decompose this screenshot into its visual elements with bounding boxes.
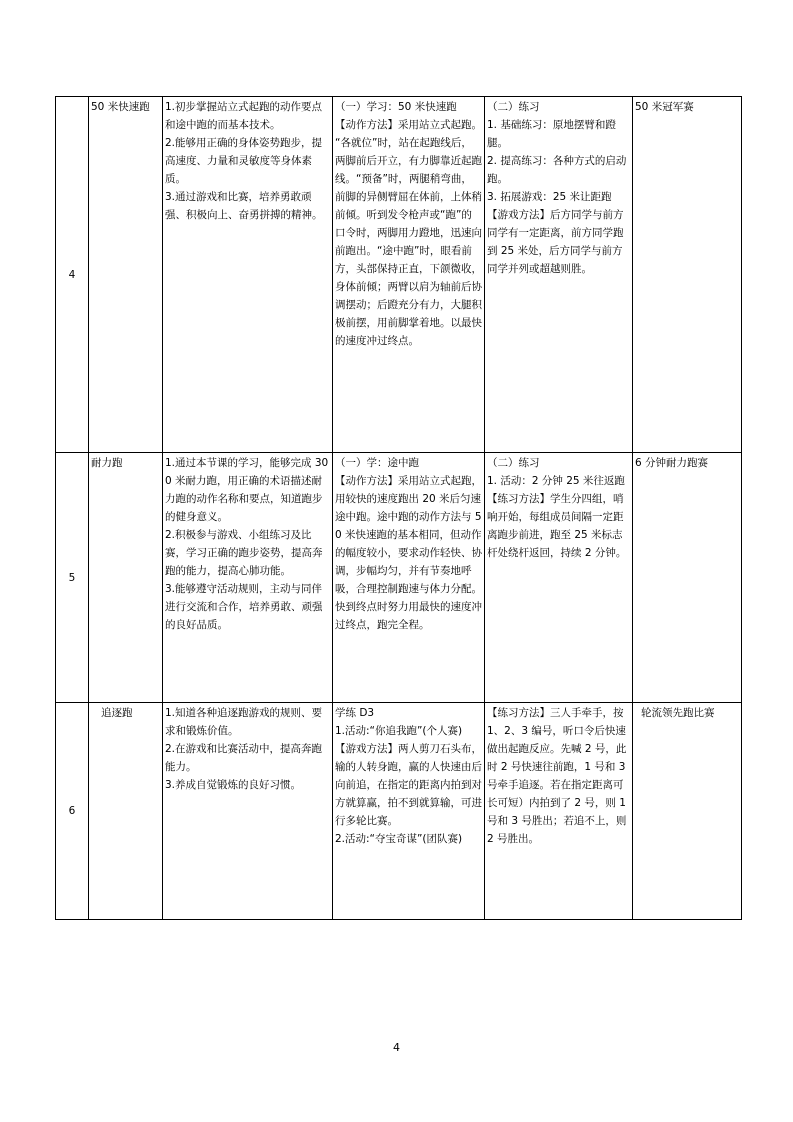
practice-item: 【练习方法】三人手牵手，按 1、2、3 编号，听口令后快速做出起跑反应。先喊 2 号，此时 2 号快速往前跑，1 号和 3 号牵手追逐。若在指定距离可长可短）内拍到了 2 号，则 1 号和 3 号胜出；若追不上，则 2 号胜出。: [487, 707, 627, 845]
objectives-cell: [163, 453, 333, 703]
practice-cell: [485, 97, 633, 453]
practice-cell: [485, 703, 633, 920]
learning-item: 【动作方法】采用站立式起跑，用较快的速度跑出 20 米后匀速途中跑。途中跑的动作方法与 50 米快速跑的基本相同，但动作的幅度较小，要求动作轻快、协调，步幅均匀，并有节奏地呼吸，合理控制跑速与体力分配。快到终点时努力用最快的速度冲过终点，跑完全程。: [335, 475, 482, 631]
objective-item: 1.初步掌握站立式起跑的动作要点和途中跑的而基本技术。: [165, 101, 323, 131]
objective-item: 2.能够用正确的身体姿势跑步，提高速度、力量和灵敏度等身体素质。: [165, 137, 323, 185]
objective-item: 3.能够遵守活动规则，主动与同伴进行交流和合作，培养勇敢、顽强的良好品质。: [165, 583, 323, 631]
table-row: [56, 97, 742, 453]
practice-cell: [485, 453, 633, 703]
learning-item: “各就位”时，站在起跑线后，两脚前后开立，有力脚靠近起跑线。“预备”时，两腿稍弯曲，前脚的异侧臂屈在体前，上体稍前倾。听到发令枪声或“跑”的口令时，两脚用力蹬地，迅速向前跑出。“途中跑”时，眼看前方，头部保持正直，下颌微收，身体前倾；两臂以肩为轴前后协调摆动；后蹬充分有力，大腿积极前摆，用前脚掌着地。以最快的速度冲过终点。: [335, 137, 482, 347]
learning-item: 1.活动:“你追我跑”(个人赛): [335, 725, 463, 737]
row-number: 6: [56, 703, 89, 920]
practice-item: （二）练习: [487, 457, 540, 469]
learning-item: 学练 D3: [335, 707, 375, 719]
activity-cell: 50 米冠军赛: [633, 97, 742, 453]
activity-cell: 轮流领先跑比赛: [633, 703, 742, 920]
learning-cell: [333, 703, 485, 920]
learning-cell: [333, 97, 485, 453]
table-row: [56, 453, 742, 703]
topic-cell: 追逐跑: [89, 703, 163, 920]
table-row: [56, 703, 742, 920]
objective-item: 3.通过游戏和比赛，培养勇敢顽强、积极向上、奋勇拼搏的精神。: [165, 191, 323, 221]
page-number: 4: [393, 1041, 400, 1054]
learning-item: （一）学：途中跑: [335, 457, 419, 469]
topic-cell: 耐力跑: [89, 453, 163, 703]
objectives-cell: [163, 703, 333, 920]
objective-item: 3.养成自觉锻炼的良好习惯。: [165, 779, 302, 791]
practice-item: 1. 基础练习：原地摆臂和蹬腿。: [487, 119, 616, 149]
learning-item: 【动作方法】采用站立式起跑。: [335, 119, 482, 131]
practice-item: 1. 活动：2 分钟 25 米往返跑: [487, 475, 625, 487]
learning-item: 【游戏方法】两人剪刀石头布，输的人转身跑，赢的人快速由后向前追，在指定的距离内拍到对方就算赢，拍不到就算输，可进行多轮比赛。: [335, 743, 482, 827]
practice-item: 3. 拓展游戏：25 米让距跑【游戏方法】后方同学与前方同学有一定距离，前方同学跑到 25 米处，后方同学与前方同学并列或超越则胜。: [487, 191, 624, 275]
practice-item: 【练习方法】学生分四组，哨响开始，每组成员间隔一定距离跑步前进，跑至 25 米标志杆处绕杆返回，持续 2 分钟。: [487, 493, 627, 559]
lesson-plan-table: [55, 96, 742, 920]
topic-cell: 50 米快速跑: [89, 97, 163, 453]
learning-cell: [333, 453, 485, 703]
practice-item: 2. 提高练习：各种方式的启动跑。: [487, 155, 627, 185]
objective-item: 1.通过本节课的学习，能够完成 300 米耐力跑，用正确的术语描述耐力跑的动作名称和要点，知道跑步的健身意义。: [165, 457, 329, 523]
row-number: 4: [56, 97, 89, 453]
learning-item: （一）学习：50 米快速跑: [335, 101, 457, 113]
objective-item: 2.在游戏和比赛活动中，提高奔跑能力。: [165, 743, 323, 773]
learning-item: 2.活动:“夺宝奇谋”(团队赛): [335, 833, 463, 845]
practice-item: （二）练习: [487, 101, 540, 113]
objectives-cell: [163, 97, 333, 453]
activity-cell: 6 分钟耐力跑赛: [633, 453, 742, 703]
objective-item: 2.积极参与游戏、小组练习及比赛，学习正确的跑步姿势，提高奔跑的能力，提高心肺功能。: [165, 529, 323, 577]
row-number: 5: [56, 453, 89, 703]
objective-item: 1.知道各种追逐跑游戏的规则、要求和锻炼价值。: [165, 707, 323, 737]
